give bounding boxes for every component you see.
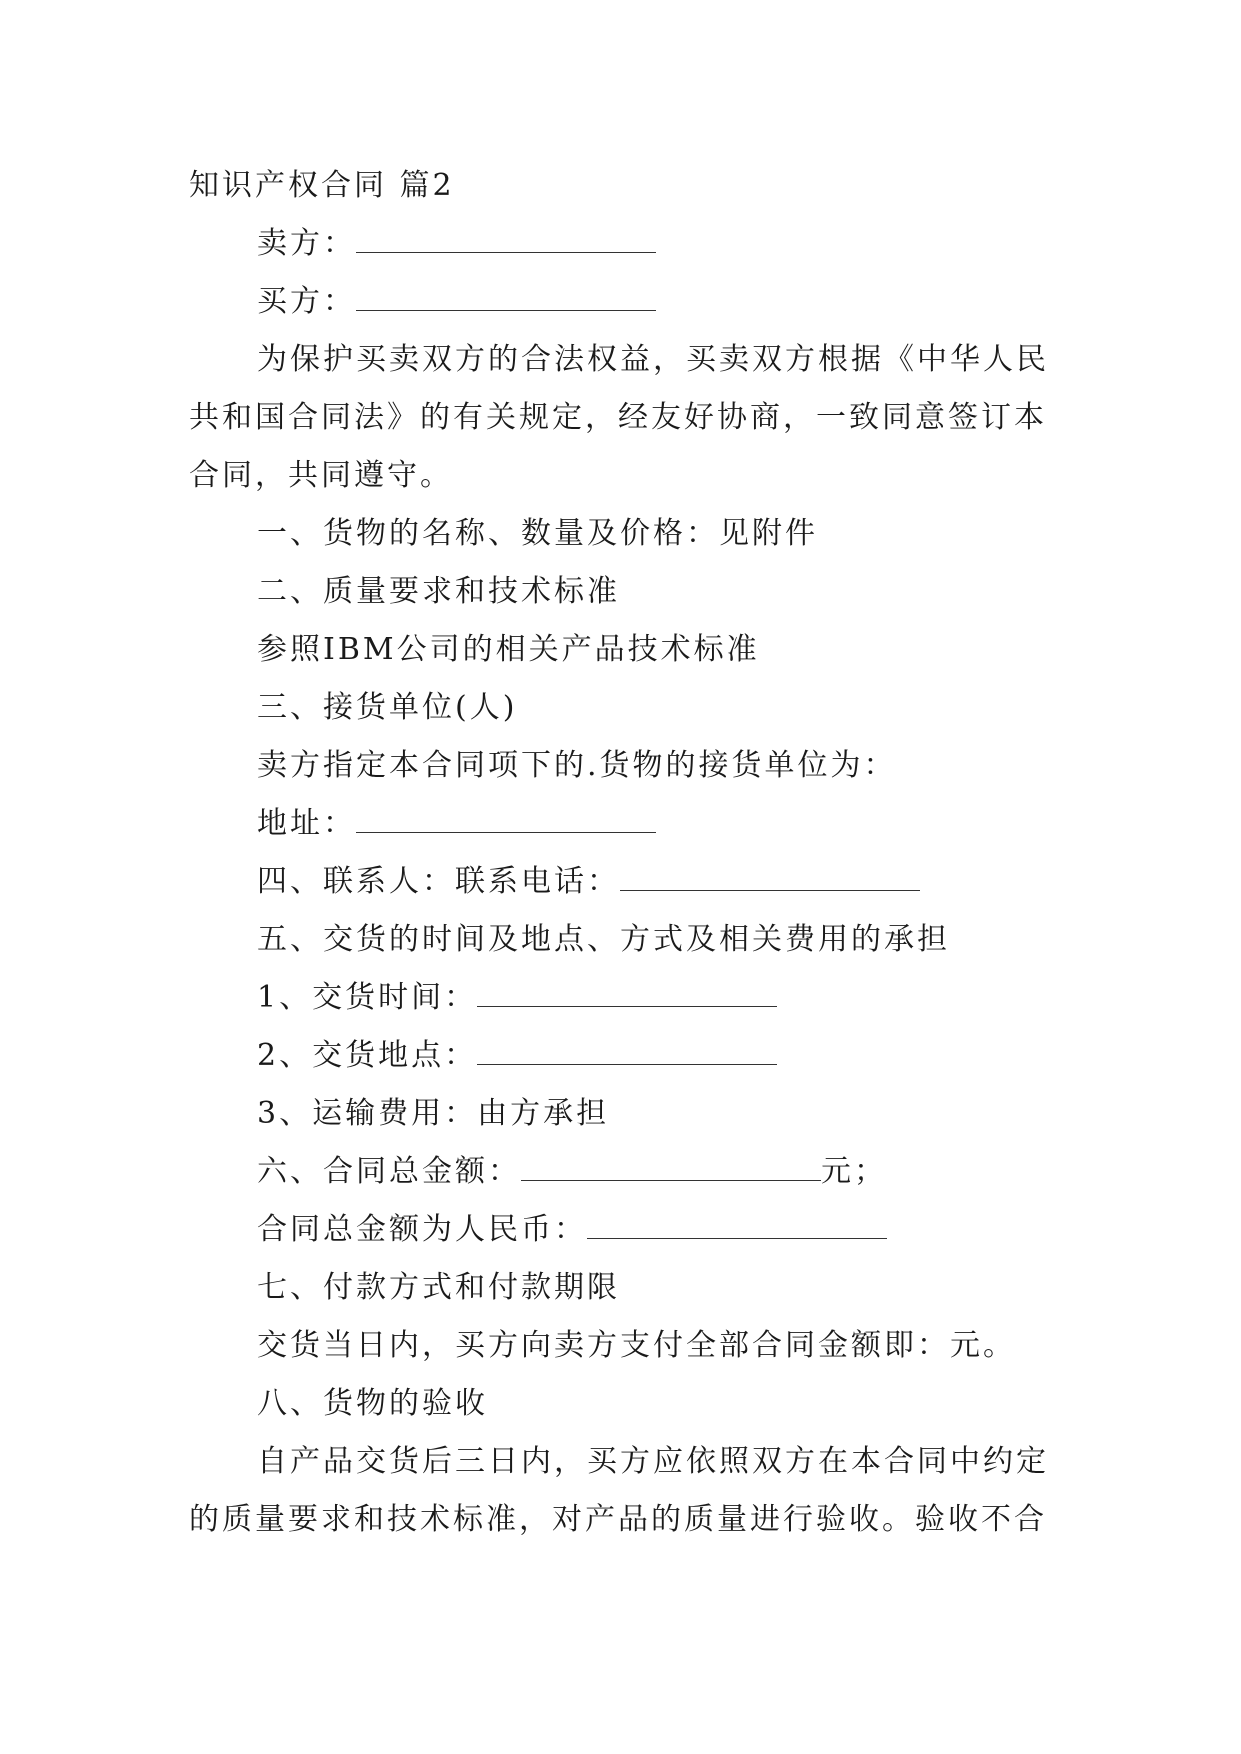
shipping-cost-line: [257, 1094, 609, 1134]
title-text: 知识产权合同 篇2: [189, 168, 455, 203]
section-3-body: [257, 746, 897, 786]
intro-line-2: [189, 398, 1047, 438]
delivery-time-line: [257, 978, 777, 1018]
seller-line: [257, 224, 656, 264]
section-4-line: [257, 862, 920, 902]
section-3-text: 三、接货单位(人): [257, 690, 518, 725]
rmb-amount-line: [257, 1210, 887, 1250]
section-7-body-text: 交货当日内，买方向卖方支付全部合同金额即：元。: [257, 1328, 1016, 1363]
intro-text-3: 合同，共同遵守。: [189, 458, 453, 493]
delivery-place-line: [257, 1036, 777, 1076]
address-line: [257, 804, 656, 844]
delivery-time-blank: [477, 980, 777, 1007]
section-2-heading: [257, 572, 620, 612]
address-blank: [356, 806, 656, 833]
section-2-text: 二、质量要求和技术标准: [257, 574, 620, 609]
section-8-body-text-2: 的质量要求和技术标准，对产品的质量进行验收。验收不合: [189, 1502, 1047, 1537]
section-8-body-2: [189, 1500, 1047, 1540]
section-3-body-text: 卖方指定本合同项下的.货物的接货单位为：: [257, 748, 897, 783]
section-1-text: 一、货物的名称、数量及价格：见附件: [257, 516, 818, 551]
delivery-place-blank: [477, 1038, 777, 1065]
buyer-line: [257, 282, 656, 322]
section-5-heading: [257, 920, 950, 960]
section-3-heading: [257, 688, 517, 728]
section-7-body: [257, 1326, 1016, 1366]
section-2-body: [257, 630, 760, 670]
seller-blank: [356, 226, 656, 253]
intro-text-1: 为保护买卖双方的合法权益，买卖双方根据《中华人民: [257, 342, 1049, 377]
section-7-heading: [257, 1268, 620, 1308]
shipping-cost-text: 3、运输费用：由方承担: [257, 1096, 610, 1131]
address-label: 地址：: [257, 806, 356, 841]
section-5-text: 五、交货的时间及地点、方式及相关费用的承担: [257, 922, 950, 957]
yuan-suffix: 元；: [821, 1154, 887, 1189]
intro-line-1: [257, 340, 1049, 380]
delivery-place-label: 2、交货地点：: [257, 1038, 478, 1073]
buyer-label: 买方：: [257, 284, 356, 319]
section-6-line: [257, 1152, 887, 1192]
section-8-body-text-1: 自产品交货后三日内，买方应依照双方在本合同中约定: [257, 1444, 1049, 1479]
section-7-text: 七、付款方式和付款期限: [257, 1270, 620, 1305]
section-6-label: 六、合同总金额：: [257, 1154, 521, 1189]
section-2-body-text: 参照IBM公司的相关产品技术标准: [257, 632, 760, 667]
total-amount-blank: [521, 1154, 821, 1181]
intro-text-2: 共和国合同法》的有关规定，经友好协商，一致同意签订本: [189, 400, 1047, 435]
delivery-time-label: 1、交货时间：: [257, 980, 478, 1015]
section-8-text: 八、货物的验收: [257, 1386, 488, 1421]
rmb-amount-blank: [587, 1212, 887, 1239]
buyer-blank: [356, 284, 656, 311]
section-1-heading: [257, 514, 818, 554]
seller-label: 卖方：: [257, 226, 356, 261]
rmb-amount-label: 合同总金额为人民币：: [257, 1212, 587, 1247]
section-4-label: 四、联系人：联系电话：: [257, 864, 620, 899]
section-8-heading: [257, 1384, 488, 1424]
intro-line-3: [189, 456, 453, 496]
phone-blank: [620, 864, 920, 891]
document-title: [189, 166, 455, 206]
section-8-body-1: [257, 1442, 1049, 1482]
